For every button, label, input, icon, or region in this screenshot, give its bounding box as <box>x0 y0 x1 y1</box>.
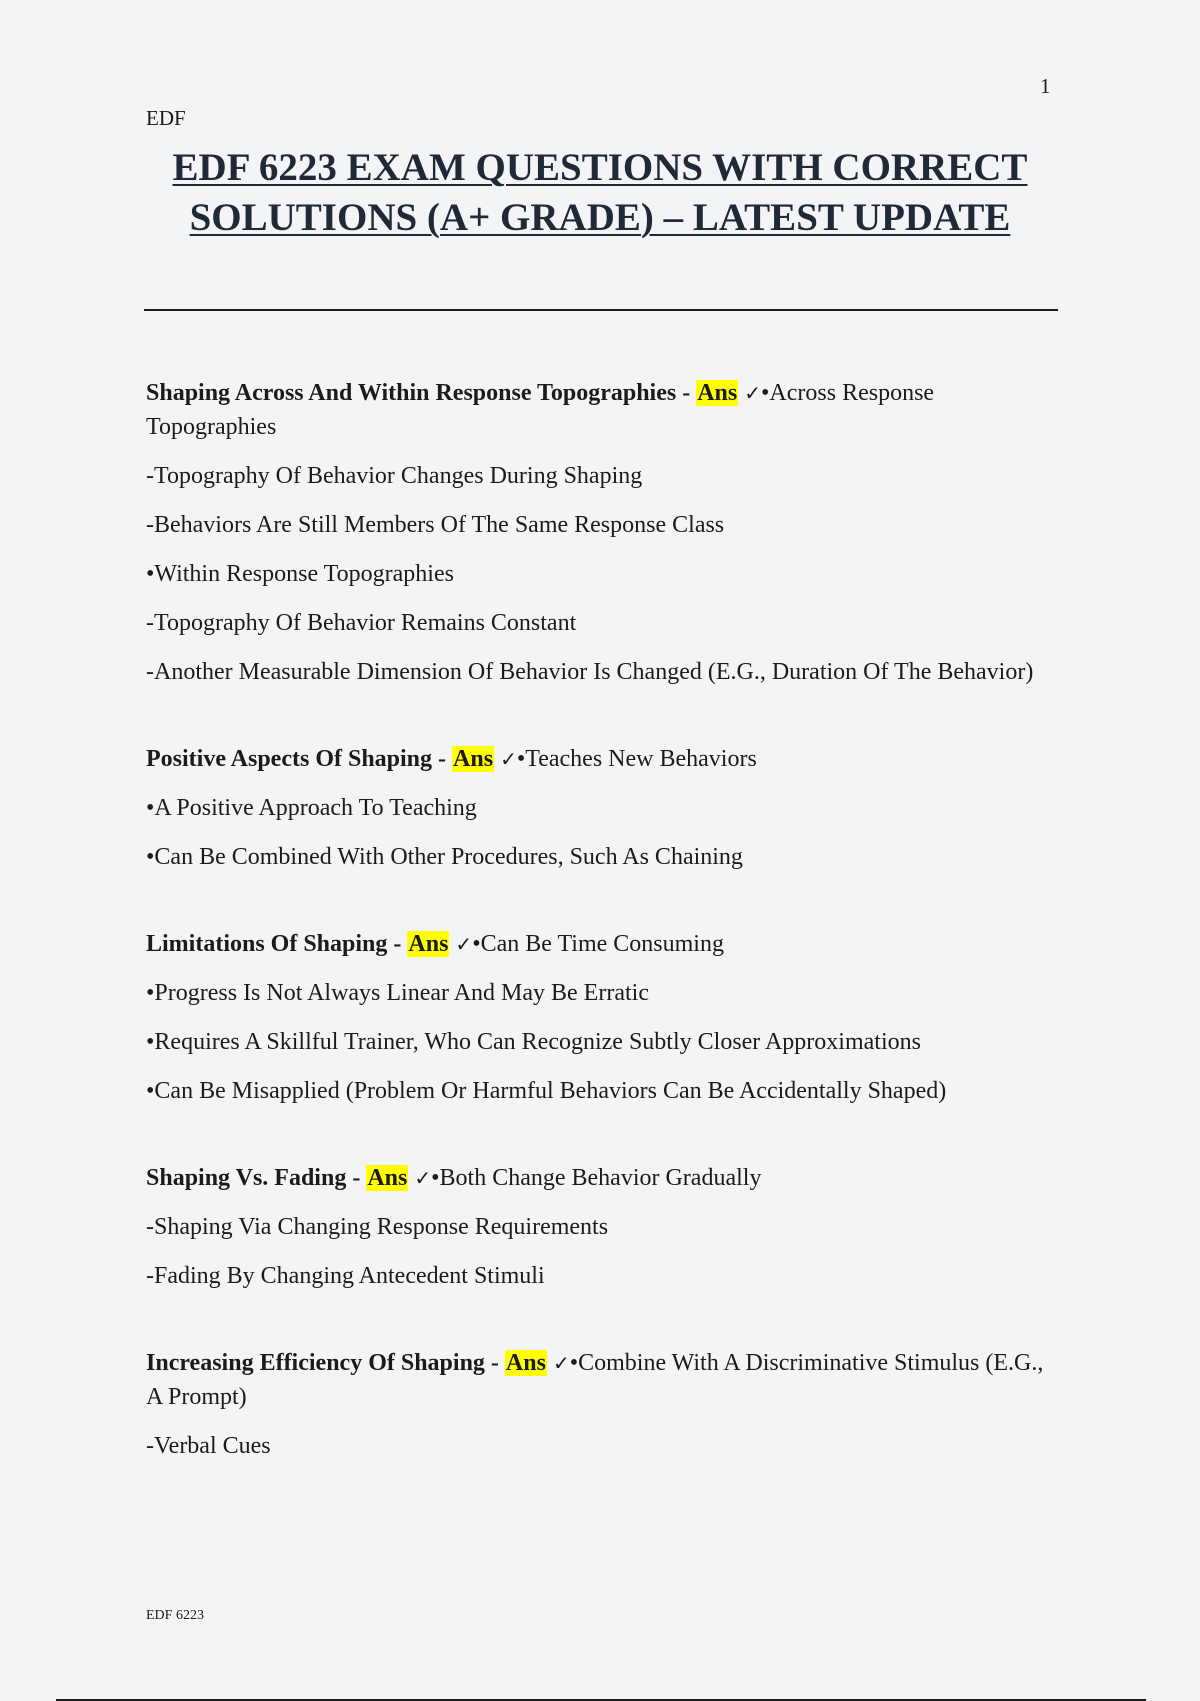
answer-first-line: •Can Be Time Consuming <box>472 931 724 957</box>
answer-first-line: •Combine With A Discriminative Stimulus (E.G., A Prompt) <box>146 1350 1044 1410</box>
qa-content <box>146 376 1056 1516</box>
qa-question-line <box>146 1346 1056 1414</box>
qa-question-line <box>146 742 1056 776</box>
checkmark-icon: ✓ <box>744 381 762 405</box>
qa-section <box>146 1161 1056 1293</box>
qa-section <box>146 742 1056 874</box>
checkmark-icon: ✓ <box>500 747 517 771</box>
question-title: Shaping Vs. Fading - <box>146 1165 367 1191</box>
footer-label: EDF 6223 <box>146 1608 204 1623</box>
answer-line: •Within Response Topographies <box>146 561 454 587</box>
checkmark-icon: ✓ <box>455 932 473 956</box>
qa-question-line <box>146 1161 1056 1195</box>
answer-line: •Requires A Skillful Trainer, Who Can Recognize Subtly Closer Approximations <box>146 1029 921 1055</box>
checkmark-icon: ✓ <box>414 1166 432 1190</box>
qa-section <box>146 927 1056 1108</box>
ans-highlight: Ans <box>505 1350 546 1376</box>
ans-highlight: Ans <box>367 1165 408 1191</box>
answer-line: •Progress Is Not Always Linear And May Be Erratic <box>146 980 649 1006</box>
ans-highlight: Ans <box>453 746 494 772</box>
answer-line: •A Positive Approach To Teaching <box>146 795 477 821</box>
answer-line: -Topography Of Behavior Changes During Shaping <box>146 463 643 489</box>
answer-first-line: •Across Response Topographies <box>146 380 935 440</box>
title-divider <box>144 309 1058 311</box>
qa-question-line <box>146 927 1056 961</box>
qa-section <box>146 1346 1056 1463</box>
question-title: Positive Aspects Of Shaping - <box>146 746 453 772</box>
document-title: EDF 6223 EXAM QUESTIONS WITH CORRECT SOLUTIONS (A+ GRADE) – LATEST UPDATE <box>172 146 1028 239</box>
ans-highlight: Ans <box>697 380 738 406</box>
answer-line: •Can Be Misapplied (Problem Or Harmful Behaviors Can Be Accidentally Shaped) <box>146 1078 947 1104</box>
answer-line: -Verbal Cues <box>146 1433 271 1459</box>
answer-first-line: •Teaches New Behaviors <box>516 746 757 772</box>
header-label: EDF <box>146 106 186 130</box>
ans-highlight: Ans <box>408 931 449 957</box>
answer-line: -Fading By Changing Antecedent Stimuli <box>146 1263 545 1289</box>
answer-line: -Shaping Via Changing Response Requirements <box>146 1214 609 1240</box>
answer-first-line: •Both Change Behavior Gradually <box>431 1165 762 1191</box>
question-title: Increasing Efficiency Of Shaping - <box>146 1350 505 1376</box>
qa-question-line <box>146 376 1056 444</box>
qa-section <box>146 376 1056 689</box>
page-number: 1 <box>1040 74 1051 98</box>
answer-line: -Topography Of Behavior Remains Constant <box>146 610 577 636</box>
question-title: Limitations Of Shaping - <box>146 931 408 957</box>
answer-line: -Behaviors Are Still Members Of The Same Response Class <box>146 512 725 538</box>
answer-line: •Can Be Combined With Other Procedures, Such As Chaining <box>146 844 743 870</box>
answer-line: -Another Measurable Dimension Of Behavior Is Changed (E.G., Duration Of The Behavior) <box>146 659 1034 685</box>
checkmark-icon: ✓ <box>552 1351 570 1375</box>
question-title: Shaping Across And Within Response Topographies - <box>146 380 697 406</box>
